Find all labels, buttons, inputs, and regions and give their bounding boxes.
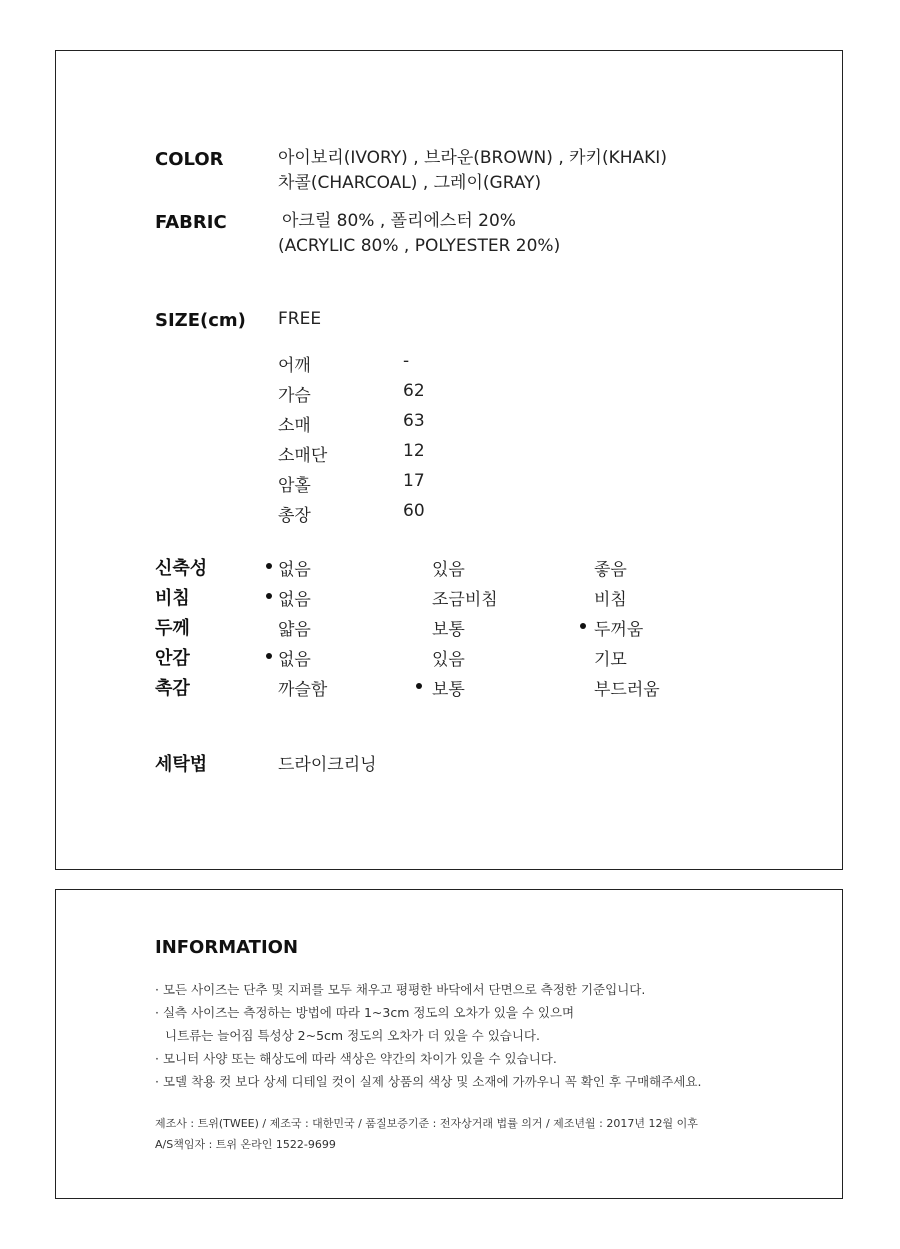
info-note: 니트류는 늘어짐 특성상 2~5cm 정도의 오차가 더 있을 수 있습니다. (165, 1028, 540, 1043)
attr-option: 조금비침 (432, 590, 498, 610)
size-value: FREE (278, 309, 322, 329)
measure-value: - (403, 351, 410, 371)
attr-option: 있음 (432, 560, 465, 580)
measure-name: 소매 (278, 416, 311, 436)
wash-label: 세탁법 (155, 754, 208, 775)
measure-name: 소매단 (278, 446, 328, 466)
information-title: INFORMATION (155, 937, 299, 958)
measure-name: 총장 (278, 506, 311, 526)
attr-option: 없음 (278, 590, 311, 610)
fabric-value-line1: 아크릴 80% , 폴리에스터 20% (282, 211, 516, 231)
as-contact-info: A/S책임자 : 트위 온라인 1522-9699 (155, 1138, 336, 1151)
selected-bullet-icon (266, 593, 272, 599)
manufacturer-info: 제조사 : 트위(TWEE) / 제조국 : 대한민국 / 품질보증기준 : 전자상거래 법률 의거 / 제조년월 : 2017년 12월 이후 (155, 1117, 698, 1130)
measure-name: 어깨 (278, 356, 311, 376)
selected-bullet-icon (266, 653, 272, 659)
attr-option: 보통 (432, 680, 465, 700)
color-value-line1: 아이보리(IVORY) , 브라운(BROWN) , 카키(KHAKI) (278, 148, 667, 168)
info-note: · 모든 사이즈는 단추 및 지퍼를 모두 채우고 평평한 바닥에서 단면으로 측정한 기준입니다. (155, 982, 646, 997)
attr-label-sheerness: 비침 (155, 588, 190, 609)
wash-value: 드라이크리닝 (278, 755, 377, 775)
fabric-label: FABRIC (155, 212, 227, 233)
attr-option: 두꺼움 (594, 620, 644, 640)
measure-value: 60 (403, 501, 425, 521)
attr-option: 까슬함 (278, 680, 328, 700)
selected-bullet-icon (416, 683, 422, 689)
color-label: COLOR (155, 149, 224, 170)
information-panel (55, 889, 843, 1199)
selected-bullet-icon (580, 623, 586, 629)
attr-option: 기모 (594, 650, 627, 670)
measure-name: 가슴 (278, 386, 311, 406)
attr-option: 없음 (278, 650, 311, 670)
attr-option: 부드러움 (594, 680, 660, 700)
measure-value: 12 (403, 441, 425, 461)
fabric-value-line2: (ACRYLIC 80% , POLYESTER 20%) (278, 236, 561, 256)
info-note: · 모델 착용 컷 보다 상세 디테일 컷이 실제 상품의 색상 및 소재에 가까우니 꼭 확인 후 구매해주세요. (155, 1074, 702, 1089)
attr-option: 보통 (432, 620, 465, 640)
measure-name: 암홀 (278, 476, 311, 496)
attr-option: 좋음 (594, 560, 627, 580)
attr-option: 있음 (432, 650, 465, 670)
info-note: · 실측 사이즈는 측정하는 방법에 따라 1~3cm 정도의 오차가 있을 수 있으며 (155, 1005, 575, 1020)
measure-value: 17 (403, 471, 425, 491)
attr-label-lining: 안감 (155, 648, 190, 669)
size-label: SIZE(cm) (155, 310, 246, 331)
attr-label-texture: 촉감 (155, 678, 190, 699)
color-value-line2: 차콜(CHARCOAL) , 그레이(GRAY) (278, 173, 542, 193)
measure-value: 62 (403, 381, 425, 401)
attr-option: 없음 (278, 560, 311, 580)
attr-option: 비침 (594, 590, 627, 610)
measure-value: 63 (403, 411, 425, 431)
info-note: · 모니터 사양 또는 해상도에 따라 색상은 약간의 차이가 있을 수 있습니다. (155, 1051, 557, 1066)
attr-label-stretch: 신축성 (155, 558, 208, 579)
attr-label-thickness: 두께 (155, 618, 190, 639)
selected-bullet-icon (266, 563, 272, 569)
attr-option: 얇음 (278, 620, 311, 640)
